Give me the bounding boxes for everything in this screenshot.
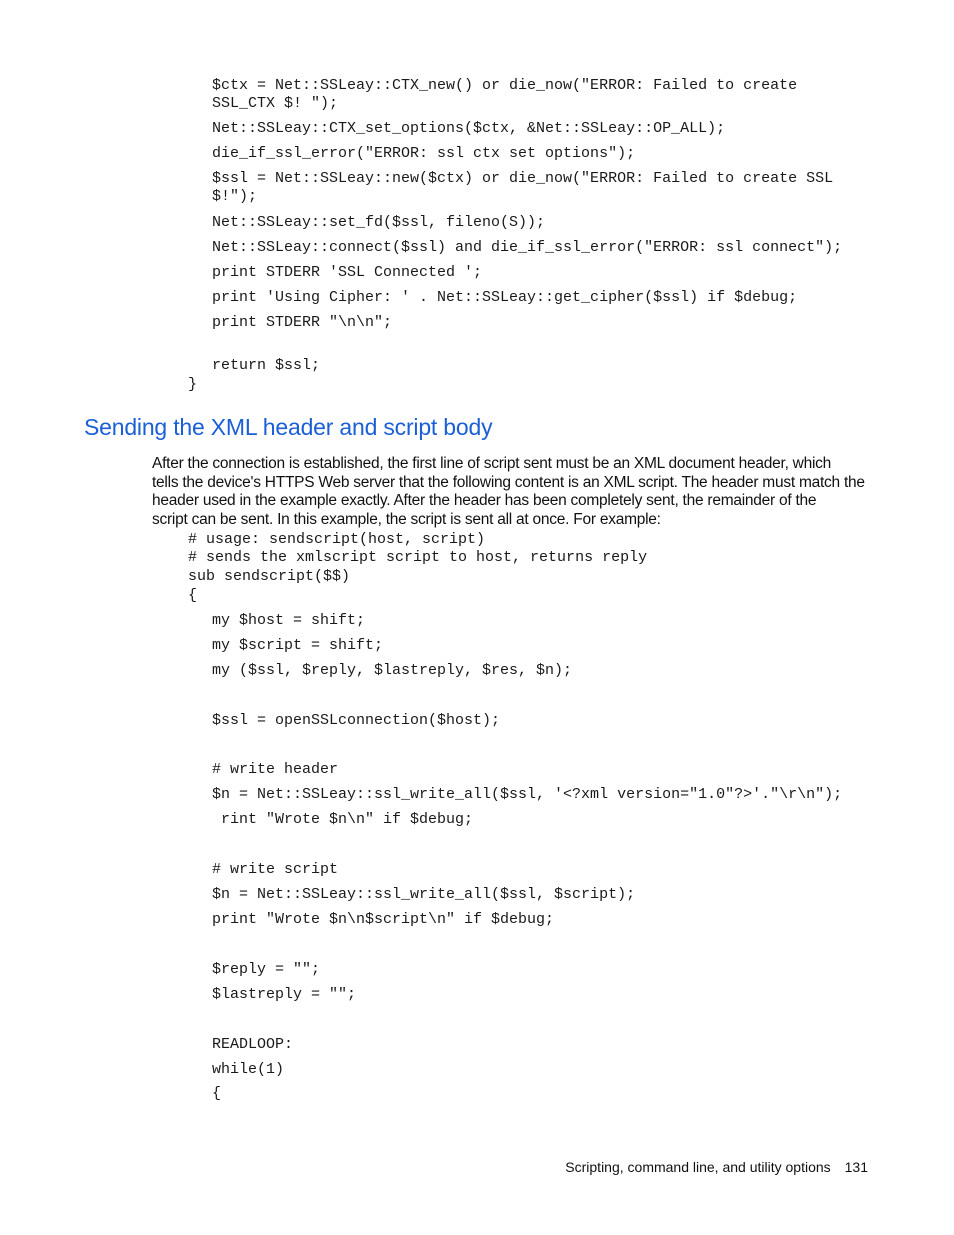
code-line: print "Wrote $n\n$script\n" if $debug;: [212, 911, 555, 928]
code-line: $ssl = openSSLconnection($host);: [212, 712, 501, 729]
code-line: return $ssl;: [212, 357, 321, 374]
page-number: 131: [844, 1159, 868, 1175]
code-line: print STDERR "\n\n";: [212, 314, 393, 331]
code-line: rint "Wrote $n\n" if $debug;: [212, 811, 474, 828]
code-line: while(1): [212, 1061, 285, 1078]
code-line: # write header: [212, 761, 339, 778]
paragraph-line: After the connection is established, the first line of script sent must be an XML document header, which: [152, 455, 832, 472]
code-line: {: [212, 1085, 222, 1102]
code-line: my $script = shift;: [212, 637, 384, 654]
code-line: die_if_ssl_error("ERROR: ssl ctx set options");: [212, 145, 636, 162]
code-line: Net::SSLeay::CTX_set_options($ctx, &Net::SSLeay::OP_ALL);: [212, 120, 726, 137]
paragraph-line: header used in the example exactly. After the header has been completely sent, the remainder of the: [152, 492, 817, 510]
code-line: sub sendscript($$): [188, 568, 351, 585]
page-footer: [565, 1159, 868, 1175]
code-line: print 'Using Cipher: ' . Net::SSLeay::get_cipher($ssl) if $debug;: [212, 289, 798, 306]
code-line: $ssl = Net::SSLeay::new($ctx) or die_now("ERROR: Failed to create SSL: [212, 170, 834, 187]
code-line: $n = Net::SSLeay::ssl_write_all($ssl, $script);: [212, 886, 636, 903]
code-line: print STDERR 'SSL Connected ';: [212, 264, 483, 281]
code-line: # write script: [212, 861, 339, 878]
footer-section-title: Scripting, command line, and utility options: [565, 1159, 831, 1175]
code-line: $reply = "";: [212, 961, 321, 978]
code-line: # sends the xmlscript script to host, returns reply: [188, 549, 648, 566]
code-line: Net::SSLeay::set_fd($ssl, fileno(S));: [212, 214, 546, 231]
paragraph-line: tells the device's HTTPS Web server that the following content is an XML script. The header must match the: [152, 473, 865, 491]
body-paragraph: [152, 455, 872, 529]
code-line: my ($ssl, $reply, $lastreply, $res, $n);: [212, 662, 573, 679]
paragraph-line: script can be sent. In this example, the script is sent all at once. For example:: [152, 510, 661, 528]
code-line: $ctx = Net::SSLeay::CTX_new() or die_now("ERROR: Failed to create: [212, 77, 798, 94]
code-line: $!");: [212, 188, 258, 205]
code-line: SSL_CTX $! ");: [212, 95, 339, 112]
code-line: my $host = shift;: [212, 612, 366, 629]
code-line: READLOOP:: [212, 1036, 294, 1053]
section-heading: Sending the XML header and script body: [84, 414, 493, 440]
code-line: $n = Net::SSLeay::ssl_write_all($ssl, '<?xml version="1.0"?>'."\r\n");: [212, 786, 843, 803]
code-line: }: [188, 376, 198, 393]
code-line: Net::SSLeay::connect($ssl) and die_if_ssl_error("ERROR: ssl connect");: [212, 239, 843, 256]
code-line: {: [188, 587, 198, 604]
code-line: # usage: sendscript(host, script): [188, 531, 486, 548]
code-line: $lastreply = "";: [212, 986, 357, 1003]
